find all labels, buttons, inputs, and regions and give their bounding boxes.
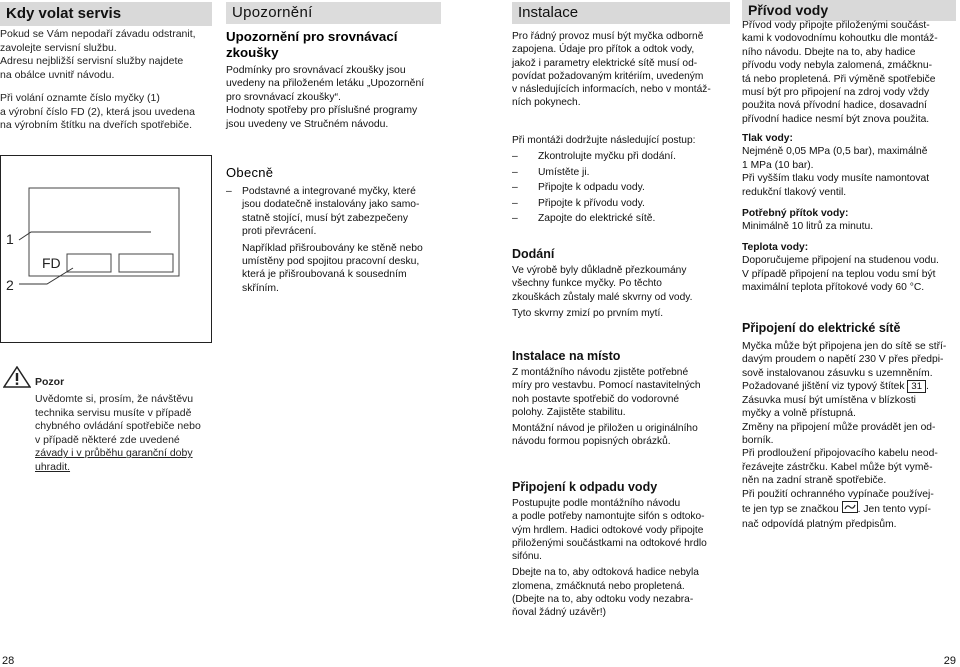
delivery-section: Dodání Ve výrobě byly důkladně přezkoumány všechny funkce myčky. Po těchto zkouškách zůstaly malé skvrny od vody. Tyto skvrny zmizí po prvním mytí.	[512, 247, 730, 320]
rcd-symbol-icon	[842, 501, 858, 517]
installation-steps: Při montáži dodržujte následující postup: – Zkontrolujte myčku při dodání. – Umístěte ji. – Připojte k odpadu vody. – Připojte k přívodu vody. – Zapojte do elektrické sítě.	[512, 134, 730, 227]
drain-heading: Připojení k odpadu vody	[512, 480, 658, 494]
page-number-left: 28	[2, 655, 15, 667]
page-number-right: 29	[943, 655, 956, 667]
service-paragraph-1: Pokud se Vám nepodaří závadu odstranit, zavolejte servisní službu. Adresu nejbližší servisní služby najdete na obálce uvnitř návodu.	[0, 28, 196, 81]
section-heading-notice: Upozornění	[226, 2, 441, 24]
callout-2: 2	[6, 277, 14, 293]
reference-box: 31	[907, 380, 926, 393]
rating-plate-figure	[0, 155, 212, 343]
step-item: – Zkontrolujte myčku při dodání.	[512, 149, 730, 165]
fd-label: FD	[42, 255, 61, 271]
water-pressure: Tlak vody: Nejméně 0,05 MPa (0,5 bar), maximálně 1 MPa (10 bar). Při vyšším tlaku vody musíte namontovat redukční tlakový ventil.	[742, 132, 956, 199]
general-section: Obecně – Podstavné a integrované myčky, které jsou dodatečně instalovány jako samo- statně stojící, musí být zabezpečeny proti převrácení. Například přišroubovány ke stěně nebo umístěny pod spojitou pracovní desku, která je přišroubovaná k sousedním skříním.	[226, 165, 441, 295]
general-heading: Obecně	[226, 165, 274, 180]
step-item: – Připojte k přívodu vody.	[512, 196, 730, 212]
section-heading-water-supply: Přívod vody	[742, 0, 956, 21]
placement-section: Instalace na místo Z montážního návodu zjistěte potřebné míry pro vestavbu. Pomocí nastavitelných noh postavte spotřebič do vodorovné polohy. Zajistěte stabilitu. Montážní návod je přiložen u originálního návodu formou popisných obrázků.	[512, 349, 730, 449]
column-installation	[512, 0, 730, 619]
water-flow: Potřebný přítok vody: Minimálně 10 litrů za minutu.	[742, 207, 956, 234]
column-water-supply	[742, 0, 956, 530]
warning-triangle-icon	[3, 366, 31, 393]
water-temperature: Teplota vody: Doporučujeme připojení na studenou vodu. V případě připojení na teplou vodu smí být maximální teplota přítokové vody 60 °C.	[742, 241, 956, 295]
water-supply-paragraph: Přívod vody připojte přiloženými součást- kami k vodovodnímu kohoutku dle montáž- ního návodu. Dbejte na to, aby hadice přívodu vody nebyla zalomená, zmáčknu- tá nebo propletená. Při výměně spotřebiče musí být pro připojení na zdroj vody vždy použita nová přívodní hadice, dosavadní přívodní hadice nesmí být znova použita.	[742, 20, 938, 125]
warning-title: Pozor	[35, 376, 65, 388]
flow-label: Potřebný přítok vody:	[742, 208, 849, 219]
drain-section: Připojení k odpadu vody Postupujte podle montážního návodu a podle potřeby namontujte sifón s odtoko- vým hrdlem. Hadici odtokové vody připojte přiloženými součástkami na odtokové hrdlo sifónu. Dbejte na to, aby odtoková hadice nebyla zlomena, zmáčknutá nebo propletená. (Dbejte na to, aby odtoku vody nezabra- ňoval žádný uzávěr!)	[512, 480, 730, 620]
subheading-comparison: Upozornění pro srovnávací zkoušky	[226, 29, 398, 60]
step-item: – Připojte k odpadu vody.	[512, 180, 730, 196]
section-heading-installation: Instalace	[512, 2, 730, 24]
comparison-tests: Upozornění pro srovnávací zkoušky Podmínky pro srovnávací zkoušky jsou uvedeny na přiloženém letáku „Upozornění pro srovnávací zkoušky“. Hodnoty spotřeby pro příslušné programy jsou uvedeny ve Stručném návodu.	[226, 29, 441, 131]
electrical-section: Připojení do elektrické sítě Myčka může být připojena jen do sítě se stří- davým proudem o napětí 230 V přes předpi- sově instalovanou zásuvku s uzemněním. Požadované jištění viz typový štítek 31 . Zásuvka musí být umístěna v blízkosti myčky a volně přístupná. Změny na připojení může provádět jen od- borník. Při prodloužení připojovacího kabelu neod- řezávejte zástrčku. Kabel může být vymě- něn na zadní straně spotřebiče. Při použití ochranného vypínače používej- te jen typ se značkou . Jen tento vypí- nač odpovídá platným předpisům.	[742, 321, 956, 531]
column-left	[0, 0, 212, 473]
delivery-heading: Dodání	[512, 247, 555, 261]
warning-text: Uvědomte si, prosím, že návštěvu technika servisu musíte v případě chybného ovládání spotřebiče nebo v případě některé zde uvedené závady i v průběhu garanční doby uhradit.	[35, 393, 201, 473]
section-heading-service: Kdy volat servis	[0, 2, 212, 26]
temperature-label: Teplota vody:	[742, 242, 809, 253]
service-paragraph-2: Při volání oznamte číslo myčky (1) a výrobní číslo FD (2), která jsou uvedena na výrobním štítku na dveřích spotřebiče.	[0, 92, 195, 132]
callout-1: 1	[6, 231, 14, 247]
pressure-label: Tlak vody:	[742, 133, 793, 144]
column-middle	[226, 0, 441, 294]
placement-heading: Instalace na místo	[512, 349, 621, 363]
step-item: – Umístěte ji.	[512, 165, 730, 181]
installation-intro: Pro řádný provoz musí být myčka odborně zapojena. Údaje pro přítok a odtok vody, jakož i parametry elektrické sítě musí od- povídat požadovaným kritériím, uvedeným v následujících informacích, nebo v montáž- ních pokynech.	[512, 31, 711, 109]
general-item: – Podstavné a integrované myčky, které jsou dodatečně instalovány jako samo- statně stojící, musí být zabezpečeny proti převrácení.	[226, 185, 441, 239]
rating-plate-drawing	[1, 156, 210, 341]
step-item: – Zapojte do elektrické sítě.	[512, 211, 730, 227]
electrical-heading: Připojení do elektrické sítě	[742, 321, 901, 335]
